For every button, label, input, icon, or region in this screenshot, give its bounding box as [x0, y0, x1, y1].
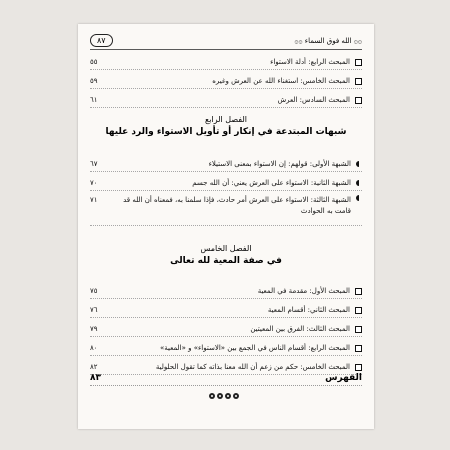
toc-entry-page: ٧٩ — [90, 325, 98, 333]
header-divider — [90, 49, 362, 50]
toc-entry-page: ٨٠ — [90, 344, 98, 352]
half-circle-bullet-icon — [356, 161, 362, 167]
index-page: ٨٣ — [90, 373, 101, 383]
floral-ornament-icon — [208, 391, 244, 401]
page-header — [90, 33, 362, 48]
toc-entry[interactable] — [90, 284, 362, 299]
chapter-5-entries — [90, 284, 362, 379]
checkbox-icon — [355, 288, 362, 295]
running-title: ۞۞ الله فوق السماء ۞۞ — [294, 36, 362, 45]
toc-entry[interactable] — [90, 74, 362, 89]
chapter-5-heading — [90, 243, 362, 268]
toc-entry-label: المبحث الرابع: أدلة الاستواء — [270, 58, 350, 66]
chapter-5-title: الفصل الخامس — [200, 244, 252, 253]
toc-entry-label: الشبهة الأولى: قولهم: إن الاستواء بمعنى الاستيلاء — [208, 160, 351, 168]
checkbox-icon — [355, 364, 362, 371]
toc-entry[interactable] — [90, 322, 362, 337]
checkbox-icon — [355, 307, 362, 314]
toc-entry-page: ٧٥ — [90, 287, 98, 295]
toc-entry-label: الشبهة الثانية: الاستواء على العرش يعني: أن الله جسم — [192, 179, 351, 187]
toc-entry-page: ٥٥ — [90, 58, 98, 66]
toc-entry-page: ٧٦ — [90, 306, 98, 314]
toc-entry[interactable] — [90, 93, 362, 108]
chapter-4-entries — [90, 157, 362, 230]
toc-entry-label: المبحث الأول: مقدمة في المعية — [257, 287, 350, 295]
toc-entry-label: المبحث الخامس: استغناء الله عن العرش وغيره — [212, 77, 350, 85]
chapter-5-subtitle: في صفة المعية لله تعالى — [170, 256, 282, 266]
toc-entry[interactable] — [90, 55, 362, 70]
checkbox-icon — [355, 345, 362, 352]
toc-entry-label: الشبهة الثالثة: الاستواء على العرش أمر حادث، فإذا سلمنا به، فمعناه أن الله قد قامت به الحوادث — [123, 196, 351, 215]
toc-entry[interactable] — [90, 195, 362, 226]
book-page — [78, 24, 374, 429]
checkbox-icon — [355, 326, 362, 333]
page-number-badge: ٨٧ — [90, 34, 113, 47]
half-circle-bullet-icon — [356, 180, 362, 186]
toc-entry-label: المبحث الخامس: حكم من زعم أن الله معنا بذاته كما تقول الحلولية — [155, 363, 350, 371]
toc-entry[interactable] — [90, 341, 362, 356]
toc-entry-page: ٥٩ — [90, 77, 98, 85]
chapter-4-subtitle: شبهات المبتدعة في إنكار أو تأويل الاستواء والرد عليها — [105, 127, 347, 137]
toc-entry-page: ٨٢ — [90, 363, 98, 371]
toc-entry[interactable] — [90, 176, 362, 191]
toc-entry-page: ٧١ — [90, 196, 98, 204]
chapter-4-heading — [90, 114, 362, 139]
checkbox-icon — [355, 97, 362, 104]
toc-entry[interactable] — [90, 303, 362, 318]
toc-entry[interactable] — [90, 157, 362, 172]
chapter-4-title: الفصل الرابع — [204, 115, 248, 124]
index-label: الفهرس — [325, 373, 362, 383]
half-circle-bullet-icon — [356, 195, 362, 201]
toc-entry-page: ٦١ — [90, 96, 98, 104]
toc-entry-page: ٦٧ — [90, 160, 98, 168]
checkbox-icon — [355, 59, 362, 66]
checkbox-icon — [355, 78, 362, 85]
toc-top-section — [90, 55, 362, 112]
index-entry[interactable] — [90, 371, 362, 386]
toc-entry-label: المبحث السادس: العرش — [277, 96, 350, 104]
toc-entry-page: ٧٠ — [90, 179, 98, 187]
toc-entry-label: المبحث الثالث: الفرق بين المعيتين — [250, 325, 350, 333]
toc-entry-label: المبحث الرابع: أقسام الناس في الجمع بين «الاستواء» و «المعية» — [159, 344, 350, 352]
toc-entry-label: المبحث الثاني: أقسام المعية — [267, 306, 350, 314]
